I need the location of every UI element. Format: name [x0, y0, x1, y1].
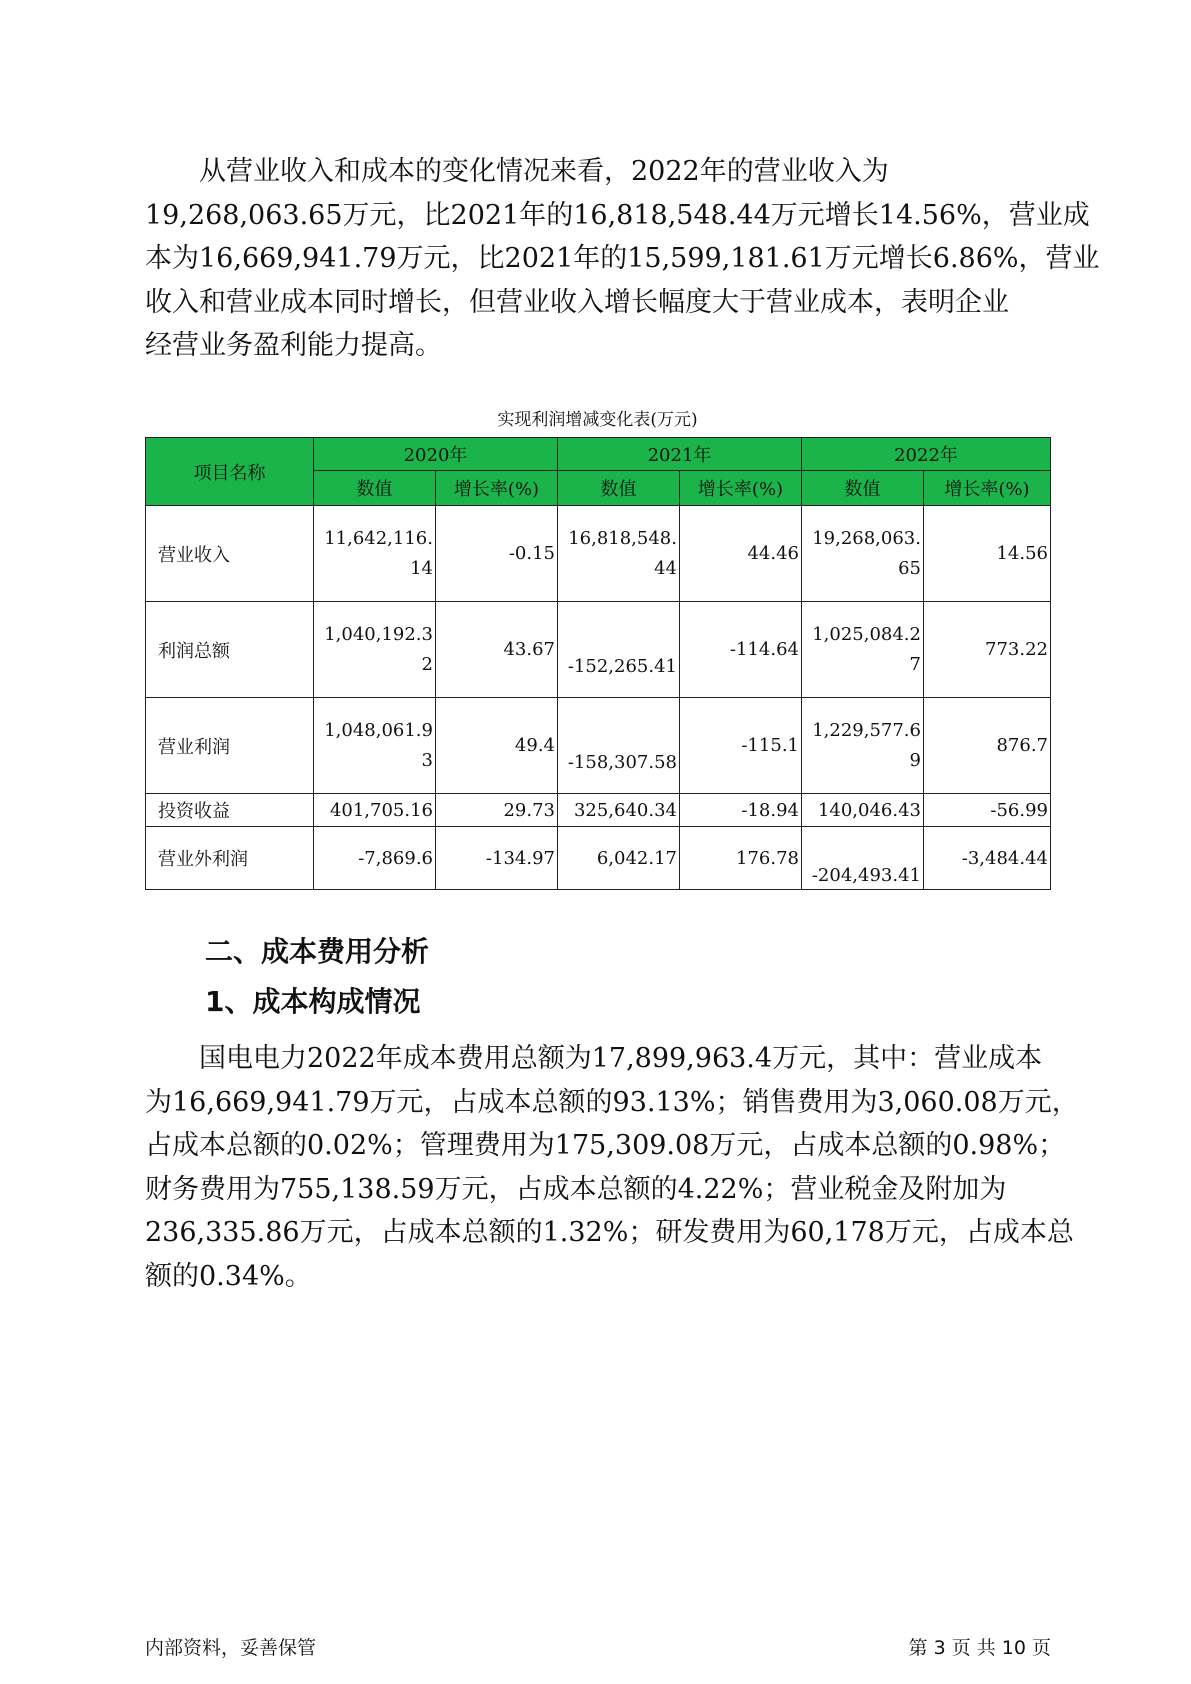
- header-value: 数值: [802, 471, 924, 506]
- cell-value: 19,268,063.65: [812, 527, 921, 579]
- table-caption: 实现利润增减变化表(万元): [497, 410, 698, 430]
- header-rate: 增长率(%): [924, 471, 1051, 506]
- cell-value: 16,818,548.44: [568, 527, 677, 579]
- row-name: 投资收益: [146, 794, 314, 827]
- cell-value: 325,640.34: [558, 794, 680, 827]
- header-year-2022: 2022年: [802, 438, 1051, 471]
- cell-value: 1,025,084.27: [812, 623, 921, 675]
- row-name: 营业外利润: [146, 827, 314, 890]
- subsection-heading: 1、成本构成情况: [205, 985, 421, 1018]
- cell-value: 401,705.16: [314, 794, 436, 827]
- table-row: [146, 602, 1051, 698]
- cell-rate: -0.15: [436, 506, 558, 602]
- cell-rate: 43.67: [436, 602, 558, 698]
- row-name: 利润总额: [146, 602, 314, 698]
- cell-value: -152,265.41: [567, 656, 677, 677]
- cell-value: 1,229,577.69: [812, 719, 921, 771]
- header-rate: 增长率(%): [680, 471, 802, 506]
- paragraph-line: 236,335.86万元，占成本总额的1.32%；研发费用为60,178万元，占成本总: [145, 1217, 1074, 1248]
- paragraph-line: 从营业收入和成本的变化情况来看，2022年的营业收入为: [145, 156, 889, 187]
- row-name: 营业收入: [146, 506, 314, 602]
- header-item-name: 项目名称: [146, 438, 314, 506]
- section-heading: 二、成本费用分析: [205, 935, 430, 968]
- analysis-paragraph-revenue-cost: [145, 150, 1100, 368]
- cell-rate: 773.22: [924, 602, 1051, 698]
- cell-rate: 876.7: [924, 698, 1051, 794]
- paragraph-line: 财务费用为755,138.59万元，占成本总额的4.22%；营业税金及附加为: [145, 1173, 1007, 1205]
- cell-value: 11,642,116.14: [324, 527, 433, 579]
- table-row: [146, 506, 1051, 602]
- cell-rate: 49.4: [436, 698, 558, 794]
- analysis-paragraph-cost-structure: [145, 1037, 1079, 1298]
- header-year-2021: 2021年: [558, 438, 802, 471]
- header-value: 数值: [558, 471, 680, 506]
- table-row: [146, 827, 1051, 890]
- paragraph-line: 为16,669,941.79万元，占成本总额的93.13%；销售费用为3,060.08万元，: [145, 1086, 1079, 1118]
- cell-rate: 176.78: [680, 827, 802, 890]
- cell-value: -204,493.41: [811, 864, 921, 886]
- cell-rate: -114.64: [680, 602, 802, 698]
- cell-rate: 29.73: [436, 794, 558, 827]
- cell-value: 1,048,061.93: [324, 719, 433, 771]
- paragraph-line: 国电电力2022年成本费用总额为17,899,963.4万元，其中：营业成本: [145, 1043, 1043, 1074]
- cell-rate: 14.56: [924, 506, 1051, 602]
- cell-value: 6,042.17: [558, 827, 680, 890]
- table-row: [146, 794, 1051, 827]
- paragraph-line: 收入和营业成本同时增长，但营业收入增长幅度大于营业成本，表明企业: [145, 286, 1009, 318]
- cell-value: 140,046.43: [802, 794, 924, 827]
- header-rate: 增长率(%): [436, 471, 558, 506]
- profit-change-table: [145, 437, 1051, 890]
- footer-page-number: 第 3 页 共 10 页: [908, 1637, 1051, 1659]
- header-value: 数值: [314, 471, 436, 506]
- cell-rate: -3,484.44: [924, 827, 1051, 890]
- paragraph-line: 19,268,063.65万元，比2021年的16,818,548.44万元增长14.56%，营业成: [145, 199, 1090, 231]
- paragraph-line: 本为16,669,941.79万元，比2021年的15,599,181.61万元增长6.86%，营业: [145, 243, 1100, 274]
- row-name: 营业利润: [146, 698, 314, 794]
- footer-confidential-note: 内部资料，妥善保管: [145, 1637, 317, 1659]
- cell-value: 1,040,192.32: [324, 623, 433, 675]
- paragraph-line: 经营业务盈利能力提高。: [145, 330, 442, 361]
- table-row: [146, 698, 1051, 794]
- cell-rate: -56.99: [924, 794, 1051, 827]
- paragraph-line: 额的0.34%。: [145, 1260, 312, 1292]
- cell-rate: -115.1: [680, 698, 802, 794]
- cell-value: -158,307.58: [567, 752, 677, 773]
- cell-rate: -18.94: [680, 794, 802, 827]
- cell-value: -7,869.6: [314, 827, 436, 890]
- header-year-2020: 2020年: [314, 438, 558, 471]
- cell-rate: -134.97: [436, 827, 558, 890]
- cell-rate: 44.46: [680, 506, 802, 602]
- paragraph-line: 占成本总额的0.02%；管理费用为175,309.08万元，占成本总额的0.98%；: [145, 1130, 1066, 1161]
